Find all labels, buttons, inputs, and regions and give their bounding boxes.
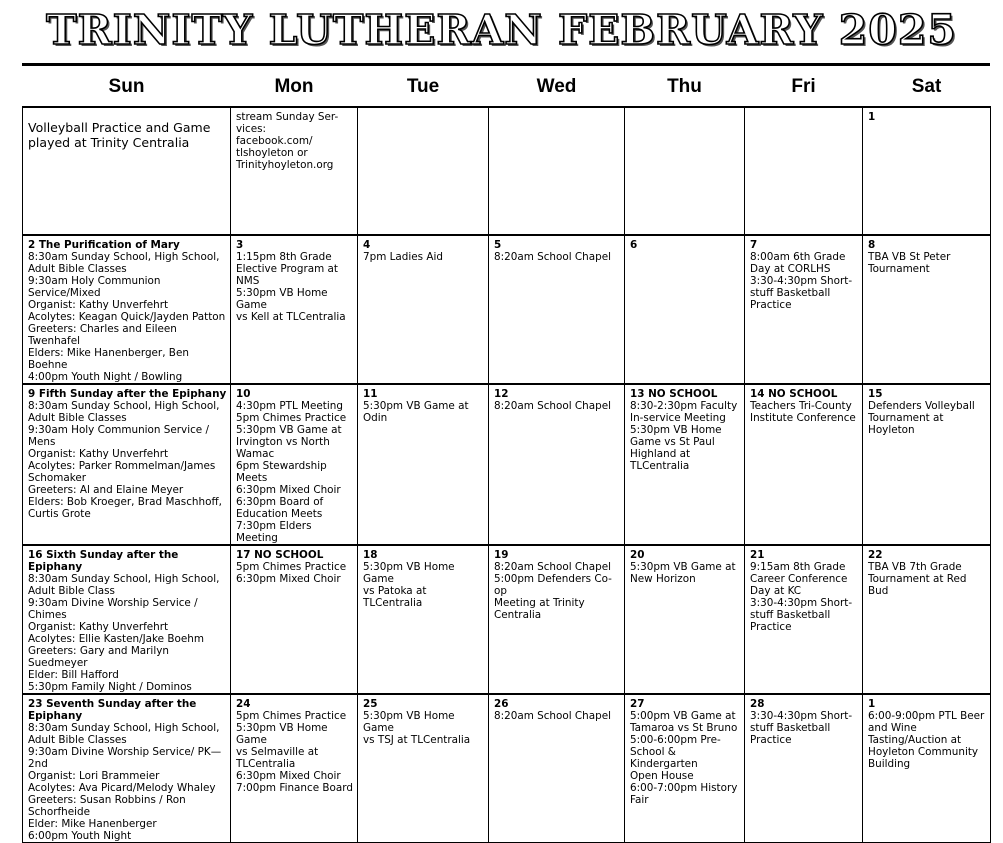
day-cell-sat-3 <box>863 545 991 694</box>
event-line: Schomaker <box>28 472 87 484</box>
event-line: Greeters: Gary and Marilyn Suedmeyer <box>28 645 169 669</box>
day-cell-sun-1 <box>23 235 231 384</box>
page-title: TRINITY LUTHERAN FEBRUARY 2025 <box>46 6 957 54</box>
event-line: Acolytes: Keagan Quick/Jayden Patton <box>28 311 226 323</box>
event-line: Career Conference <box>750 573 848 585</box>
event-line: Tournament <box>868 263 930 275</box>
event-line: TLCentralia <box>630 460 690 472</box>
event-line: 6:30pm Mixed Choir <box>236 573 341 585</box>
event-line: Acolytes: Ellie Kasten/Jake Boehm <box>28 633 204 645</box>
day-cell-tue-0 <box>358 107 489 235</box>
event-line: 7:00pm Finance Board <box>236 782 353 794</box>
day-cell-fri-1 <box>745 235 863 384</box>
day-heading: 17 NO SCHOOL <box>236 549 324 561</box>
event-line: Fair <box>630 794 649 806</box>
event-line: 4:00pm Youth Night / Bowling <box>28 371 183 383</box>
day-cell-sat-4 <box>863 694 991 843</box>
event-line: Elders: Bob Kroeger, Brad Maschhoff, <box>28 496 222 508</box>
event-line: 8:20am School Chapel <box>494 561 612 573</box>
weekday-header-mon: Mon <box>231 68 358 107</box>
day-cell-sun-0 <box>23 107 231 235</box>
day-cell-fri-0 <box>745 107 863 235</box>
event-line: 9:30am Holy Communion Service / Mens <box>28 424 209 448</box>
event-line: 5:30pm VB Home Game <box>236 722 328 746</box>
event-line: 4:30pm PTL Meeting <box>236 400 343 412</box>
event-line: 7pm Ladies Aid <box>363 251 443 263</box>
day-cell-sun-3 <box>23 545 231 694</box>
event-line: Schorfheide <box>28 806 91 818</box>
weekday-header-tue: Tue <box>358 68 489 107</box>
day-cell-mon-1 <box>231 235 358 384</box>
event-line: 5:30pm VB Game at <box>630 561 736 573</box>
event-line: 6:00-7:00pm History <box>630 782 738 794</box>
week-row-0 <box>23 107 991 235</box>
event-line: New Horizon <box>630 573 696 585</box>
day-cell-tue-2 <box>358 384 489 545</box>
day-cell-mon-3 <box>231 545 358 694</box>
event-line: 5:30pm VB Game at <box>363 400 469 412</box>
event-line: stuff Basketball <box>750 609 831 621</box>
weekday-header-sun: Sun <box>23 68 231 107</box>
event-line: 5:30pm VB Game at <box>236 424 342 436</box>
note-line: played at Trinity Centralia <box>28 135 190 150</box>
event-line: 6pm Stewardship Meets <box>236 460 327 484</box>
event-line: stuff Basketball <box>750 287 831 299</box>
event-line: vs Selmaville at <box>236 746 319 758</box>
day-cell-thu-2 <box>625 384 745 545</box>
event-line: Meeting at Trinity <box>494 597 585 609</box>
day-number: 1 <box>868 111 876 123</box>
event-line: 6:30pm Mixed Choir <box>236 770 341 782</box>
day-heading: 20 <box>630 549 645 561</box>
event-line: 8:20am School Chapel <box>494 400 612 412</box>
event-line: TBA VB St Peter <box>868 251 951 263</box>
week-row-4 <box>23 694 991 843</box>
day-heading: 27 <box>630 698 645 710</box>
weekday-header-sat: Sat <box>863 68 991 107</box>
event-line: In-service Meeting <box>630 412 726 424</box>
day-cell-thu-0 <box>625 107 745 235</box>
event-line: Elder: Mike Hanenberger <box>28 818 157 830</box>
day-cell-fri-2 <box>745 384 863 545</box>
week-row-1 <box>23 235 991 384</box>
event-line: 8:20am School Chapel <box>494 710 612 722</box>
day-cell-fri-3 <box>745 545 863 694</box>
event-line: 8:30am Sunday School, High School, <box>28 251 220 263</box>
day-heading: 2 The Purification of Mary <box>28 239 180 251</box>
event-line: Centralia <box>494 609 542 621</box>
day-cell-wed-2 <box>489 384 625 545</box>
event-line: 5:30pm Family Night / Dominos <box>28 681 192 693</box>
event-line: 9:30am Divine Worship Service/ PK—2nd <box>28 746 222 770</box>
event-line: 3:30-4:30pm Short- <box>750 710 853 722</box>
event-line: 8:00am 6th Grade <box>750 251 846 263</box>
weekday-header-thu: Thu <box>625 68 745 107</box>
event-line: Adult Bible Classes <box>28 412 127 424</box>
event-line: 6:30pm Board of <box>236 496 324 508</box>
event-line: Curtis Grote <box>28 508 91 520</box>
day-heading: 16 Sixth Sunday after the Epiphany <box>28 549 179 573</box>
day-heading: 12 <box>494 388 509 400</box>
event-line: Tournament at Red Bud <box>868 573 967 597</box>
event-line: TBA VB 7th Grade <box>868 561 962 573</box>
day-cell-sat-2 <box>863 384 991 545</box>
event-line: 8:30am Sunday School, High School, <box>28 722 220 734</box>
event-line: 7:30pm Elders Meeting <box>236 520 312 544</box>
title-rule <box>22 63 990 66</box>
event-line: Organist: Kathy Unverfehrt <box>28 621 169 633</box>
event-line: Wamac <box>236 448 275 460</box>
weekday-header-wed: Wed <box>489 68 625 107</box>
day-cell-tue-4 <box>358 694 489 843</box>
stream-note-line: vices: <box>236 123 267 135</box>
day-heading: 10 <box>236 388 251 400</box>
event-line: Education Meets <box>236 508 323 520</box>
event-line: Elders: Mike Hanenberger, Ben Boehne <box>28 347 189 371</box>
day-heading: 19 <box>494 549 509 561</box>
week-row-2 <box>23 384 991 545</box>
weekday-header-fri: Fri <box>745 68 863 107</box>
event-line: Practice <box>750 734 792 746</box>
event-line: Day at CORLHS <box>750 263 831 275</box>
stream-note-line: facebook.com/ <box>236 135 313 147</box>
day-heading: 3 <box>236 239 244 251</box>
day-cell-sat-1 <box>863 235 991 384</box>
event-line: Elder: Bill Hafford <box>28 669 119 681</box>
day-cell-fri-4 <box>745 694 863 843</box>
event-line: Building <box>868 758 911 770</box>
event-line: NMS <box>236 275 260 287</box>
day-heading: 26 <box>494 698 509 710</box>
event-line: Greeters: Susan Robbins / Ron <box>28 794 186 806</box>
event-line: Tasting/Auction at <box>868 734 962 746</box>
event-line: 3:30-4:30pm Short- <box>750 275 853 287</box>
event-line: Adult Bible Class <box>28 585 115 597</box>
event-line: 5pm Chimes Practice <box>236 710 347 722</box>
day-heading: 15 <box>868 388 883 400</box>
event-line: 5:30pm VB Home Game <box>363 710 455 734</box>
week-row-3 <box>23 545 991 694</box>
event-line: Elective Program at <box>236 263 338 275</box>
day-heading: 4 <box>363 239 371 251</box>
event-line: 5:30pm VB Home Game <box>363 561 455 585</box>
event-line: 5pm Chimes Practice <box>236 412 347 424</box>
event-line: Game vs St Paul <box>630 436 715 448</box>
event-line: Practice <box>750 299 792 311</box>
day-heading: 24 <box>236 698 251 710</box>
day-heading: 8 <box>868 239 876 251</box>
day-heading: 6 <box>630 239 638 251</box>
day-cell-sat-0 <box>863 107 991 235</box>
day-cell-thu-1 <box>625 235 745 384</box>
event-line: vs Kell at TLCentralia <box>236 311 346 323</box>
event-line: 9:30am Divine Worship Service / Chimes <box>28 597 198 621</box>
day-heading: 22 <box>868 549 883 561</box>
event-line: School & Kindergarten <box>630 746 698 770</box>
event-line: 8:30-2:30pm Faculty <box>630 400 738 412</box>
event-line: Acolytes: Parker Rommelman/James <box>28 460 216 472</box>
event-line: stuff Basketball <box>750 722 831 734</box>
event-line: Hoyleton Community <box>868 746 979 758</box>
day-heading: 7 <box>750 239 758 251</box>
event-line: 9:30am Holy Communion Service/Mixed <box>28 275 161 299</box>
day-heading: 13 NO SCHOOL <box>630 388 718 400</box>
event-line: 6:30pm Mixed Choir <box>236 484 341 496</box>
event-line: Acolytes: Ava Picard/Melody Whaley <box>28 782 216 794</box>
event-line: 5:30pm VB Home <box>630 424 722 436</box>
weekday-header-row <box>23 68 991 107</box>
day-cell-mon-0 <box>231 107 358 235</box>
day-heading: 5 <box>494 239 502 251</box>
event-line: Organist: Kathy Unverfehrt <box>28 448 169 460</box>
event-line: 8:30am Sunday School, High School, <box>28 573 220 585</box>
day-cell-wed-1 <box>489 235 625 384</box>
event-line: Adult Bible Classes <box>28 263 127 275</box>
event-line: Open House <box>630 770 694 782</box>
day-heading: 1 <box>868 698 876 710</box>
event-line: 9:15am 8th Grade <box>750 561 846 573</box>
day-heading: 28 <box>750 698 765 710</box>
day-cell-tue-1 <box>358 235 489 384</box>
event-line: 8:20am School Chapel <box>494 251 612 263</box>
event-line: Tamaroa vs St Bruno <box>630 722 738 734</box>
event-line: Practice <box>750 621 792 633</box>
event-line: Adult Bible Classes <box>28 734 127 746</box>
event-line: 8:30am Sunday School, High School, <box>28 400 220 412</box>
event-line: Day at KC <box>750 585 802 597</box>
event-line: Irvington vs North <box>236 436 330 448</box>
event-line: Highland at <box>630 448 691 460</box>
event-line: 5:00pm VB Game at <box>630 710 736 722</box>
stream-note-line: Trinityhoyleton.org <box>236 159 334 171</box>
day-heading: 14 NO SCHOOL <box>750 388 838 400</box>
event-line: TLCentralia <box>236 758 296 770</box>
day-cell-wed-4 <box>489 694 625 843</box>
event-line: Greeters: Al and Elaine Meyer <box>28 484 184 496</box>
day-heading: 9 Fifth Sunday after the Epiphany <box>28 388 227 400</box>
day-heading: 18 <box>363 549 378 561</box>
event-line: 5:30pm VB Home Game <box>236 287 328 311</box>
day-cell-thu-4 <box>625 694 745 843</box>
day-cell-mon-2 <box>231 384 358 545</box>
event-line: Tournament at Hoyleton <box>868 412 944 436</box>
event-line: Greeters: Charles and Eileen Twenhafel <box>28 323 177 347</box>
volleyball-note <box>28 120 227 150</box>
event-line: 6:00-9:00pm PTL Beer <box>868 710 985 722</box>
event-line: Teachers Tri-County <box>750 400 852 412</box>
event-line: and Wine <box>868 722 917 734</box>
stream-note-line: tlshoyleton or <box>236 147 308 159</box>
event-line: 6:00pm Youth Night <box>28 830 132 842</box>
day-cell-thu-3 <box>625 545 745 694</box>
day-heading: 11 <box>363 388 378 400</box>
day-cell-sun-4 <box>23 694 231 843</box>
event-line: vs Patoka at TLCentralia <box>363 585 427 609</box>
day-cell-tue-3 <box>358 545 489 694</box>
event-line: Organist: Lori Brammeier <box>28 770 160 782</box>
event-line: 1:15pm 8th Grade <box>236 251 332 263</box>
day-cell-mon-4 <box>231 694 358 843</box>
day-heading: 25 <box>363 698 378 710</box>
calendar-grid <box>22 68 991 843</box>
event-line: Institute Conference <box>750 412 856 424</box>
day-heading: 23 Seventh Sunday after the Epiphany <box>28 698 197 722</box>
day-cell-wed-0 <box>489 107 625 235</box>
day-cell-wed-3 <box>489 545 625 694</box>
note-line: Volleyball Practice and Game <box>28 120 211 135</box>
day-cell-sun-2 <box>23 384 231 545</box>
event-line: 5:00-6:00pm Pre- <box>630 734 721 746</box>
event-line: 5pm Chimes Practice <box>236 561 347 573</box>
event-line: Defenders Volleyball <box>868 400 975 412</box>
stream-note-line: stream Sunday Ser- <box>236 111 339 123</box>
event-line: Organist: Kathy Unverfehrt <box>28 299 169 311</box>
event-line: vs TSJ at TLCentralia <box>363 734 471 746</box>
day-heading: 21 <box>750 549 765 561</box>
event-line: 5:00pm Defenders Co-op <box>494 573 612 597</box>
event-line: 3:30-4:30pm Short- <box>750 597 853 609</box>
event-line: Odin <box>363 412 388 424</box>
